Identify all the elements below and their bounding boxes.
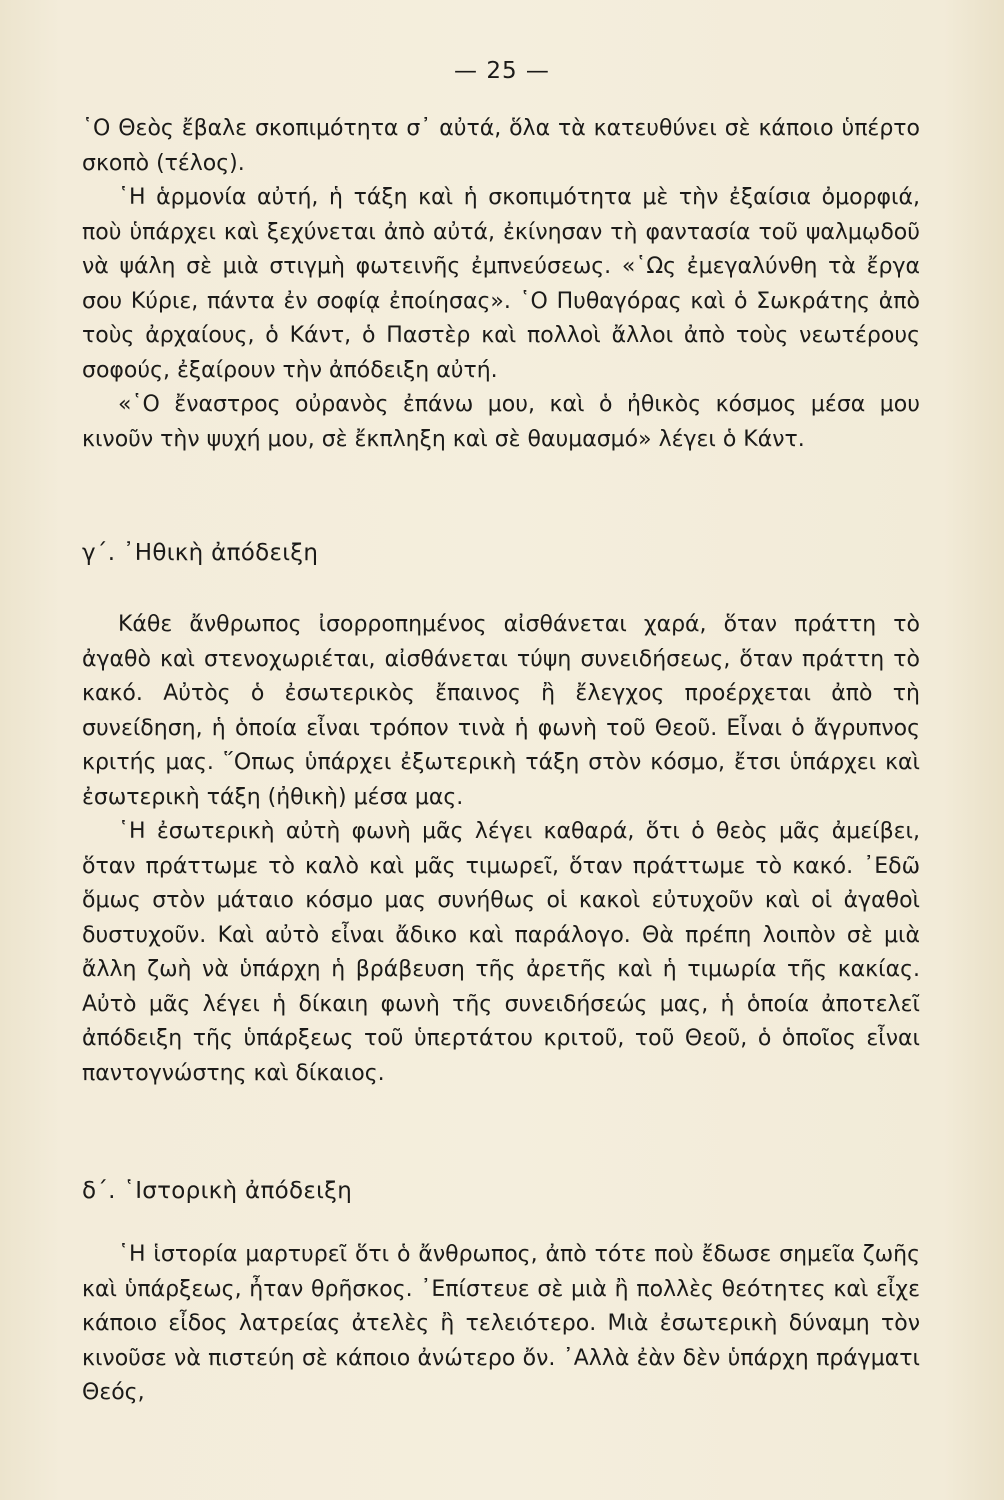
section-heading-ethical: γ΄. ᾿Ηθικὴ ἀπόδειξη: [82, 540, 319, 566]
paragraph: ῾Η ἐσωτερικὴ αὐτὴ φωνὴ μᾶς λέγει καθαρά, ὅτι ὁ θεὸς μᾶς ἀμείβει, ὅταν πράττωμε τὸ καλὸ καὶ μᾶς τιμωρεῖ, ὅταν πράττωμε τὸ κακό. ᾿Εδῶ ὅμως στὸν μάταιο κόσμο μας συνήθως οἱ κακοὶ εὐτυχοῦν καὶ οἱ ἀγαθοὶ δυστυχοῦν. Καὶ αὐτὸ εἶναι ἄδικο καὶ παράλογο. Θὰ πρέπη λοιπὸν σὲ μιὰ ἄλλη ζωὴ νὰ ὑπάρχη ἡ βράβευση τῆς ἀρετῆς καὶ ἡ τιμωρία τῆς κακίας. Αὐτὸ μᾶς λέγει ἡ δίκαιη φωνὴ τῆς συνειδήσεώς μας, ἡ ὁποία ἀποτελεῖ ἀπόδειξη τῆς ὑπάρξεως τοῦ ὑπερτάτου κριτοῦ, τοῦ Θεοῦ, ὁ ὁποῖος εἶναι παντογνώστης καὶ δίκαιος.: [82, 819, 920, 1086]
paragraph: ῾Ο Θεὸς ἔβαλε σκοπιμότητα σ᾽ αὐτά, ὅλα τὰ κατευθύνει σὲ κάποιο ὑπέρτο σκοπὸ (τέλος).: [82, 116, 920, 176]
section-heading-historical: δ΄. ῾Ιστορικὴ ἀπόδειξη: [82, 1178, 353, 1204]
historical-proof-text: [82, 1238, 920, 1411]
paragraph: «῾Ο ἔναστρος οὐρανὸς ἐπάνω μου, καὶ ὁ ἠθικὸς κόσμος μέσα μου κινοῦν τὴν ψυχή μου, σὲ ἔκπληξη καὶ σὲ θαυμασμό» λέγει ὁ Κάντ.: [82, 392, 920, 452]
ethical-proof-text: [82, 608, 920, 1091]
paragraph: Κάθε ἄνθρωπος ἰσορροπημένος αἰσθάνεται χαρά, ὅταν πράττη τὸ ἀγαθὸ καὶ στενοχωριέται, αἰσθάνεται τύψη συνειδήσεως, ὅταν πράττη τὸ κακό. Αὐτὸς ὁ ἐσωτερικὸς ἔπαινος ἢ ἔλεγχος προέρχεται ἀπὸ τὴ συνείδηση, ἡ ὁποία εἶναι τρόπον τινὰ ἡ φωνὴ τοῦ Θεοῦ. Εἶναι ὁ ἄγρυπνος κριτής μας. ῞Οπως ὑπάρχει ἐξωτερικὴ τάξη στὸν κόσμο, ἔτσι ὑπάρχει καὶ ἐσωτερικὴ τάξη (ἠθικὴ) μέσα μας.: [82, 612, 920, 810]
paragraph: ῾Η ἁρμονία αὐτή, ἡ τάξη καὶ ἡ σκοπιμότητα μὲ τὴν ἐξαίσια ὀμορφιά, ποὺ ὑπάρχει καὶ ξεχύνεται ἀπὸ αὐτά, ἐκίνησαν τὴ φαντασία τοῦ ψαλμῳδοῦ νὰ ψάλη σὲ μιὰ στιγμὴ φωτεινῆς ἐμπνεύσεως. «῾Ως ἐμεγαλύνθη τὰ ἔργα σου Κύριε, πάντα ἐν σοφίᾳ ἐποίησας». ῾Ο Πυθαγόρας καὶ ὁ Σωκράτης ἀπὸ τοὺς ἀρχαίους, ὁ Κάντ, ὁ Παστὲρ καὶ πολλοὶ ἄλλοι ἀπὸ τοὺς νεωτέρους σοφούς, ἐξαίρουν τὴν ἀπόδειξη αὐτή.: [82, 185, 920, 383]
paragraph: ῾Η ἱστορία μαρτυρεῖ ὅτι ὁ ἄνθρωπος, ἀπὸ τότε ποὺ ἔδωσε σημεῖα ζωῆς καὶ ὑπάρξεως, ἦταν θρῆσκος. ᾿Επίστευε σὲ μιὰ ἢ πολλὲς θεότητες καὶ εἶχε κάποιο εἶδος λατρείας ἀτελὲς ἢ τελειότερο. Μιὰ ἐσωτερικὴ δύναμη τὸν κινοῦσε νὰ πιστεύη σὲ κάποιο ἀνώτερο ὄν. ᾿Αλλὰ ἐὰν δὲν ὑπάρχη πράγματι Θεός,: [82, 1242, 920, 1405]
page-number: — 25 —: [454, 58, 550, 84]
intro-text: [82, 112, 920, 457]
